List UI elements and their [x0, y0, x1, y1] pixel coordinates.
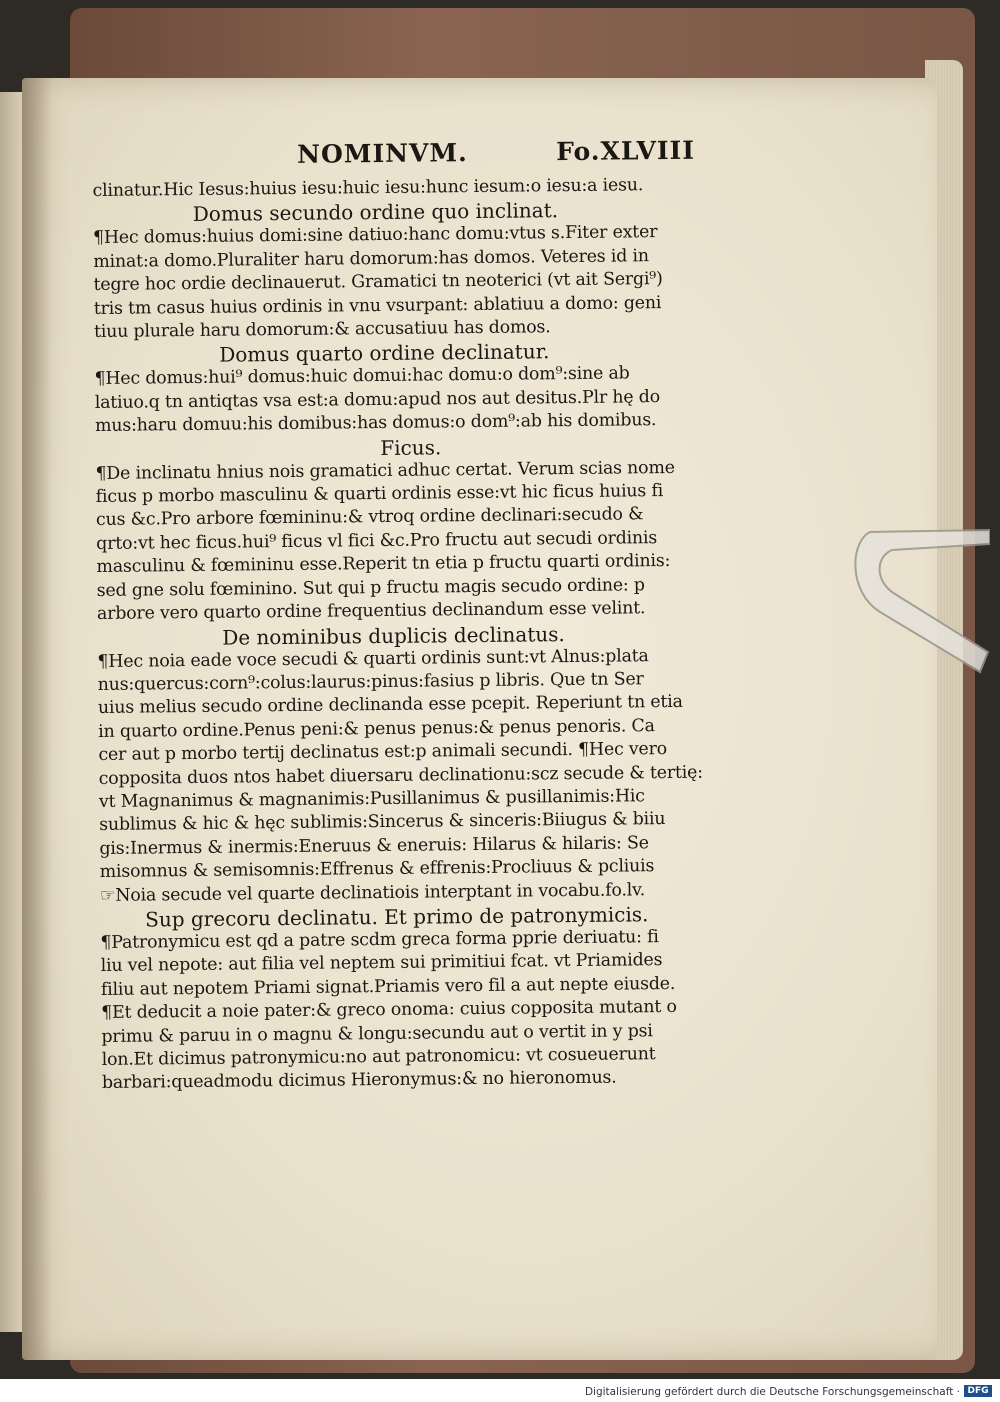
text-line: vt Magnanimus & magnanimis:Pusillanimus & pusillanimis:Hic: [98, 786, 645, 812]
text-line: tris tm casus huius ordinis in vnu vsurpant: ablatiuu a domo: geni: [93, 292, 662, 319]
text-line: latiuo.q tn antiqtas vsa est:a domu:apud nos aut desitus.Plr hę do: [94, 386, 661, 413]
text-line: ¶De inclinatu hnius nois gramatici adhuc certat. Verum scias nome: [95, 457, 675, 484]
text-line: ficus p morbo masculinu & quarti ordinis esse:vt hic ficus huius fi: [95, 481, 664, 508]
text-line: mus:haru domuu:his domibus:has domus:o dom⁹:ab his domibus.: [94, 410, 657, 437]
page-clip-icon: [850, 522, 990, 682]
section-heading: Domus secundo ordine quo inclinat.: [192, 198, 559, 227]
text-line: ¶Hec domus:hui⁹ domus:huic domui:hac domu:o dom⁹:sine ab: [94, 363, 630, 390]
text-line: gis:Inermus & inermis:Eneruus & eneruis: Hilarus & hilaris: Se: [99, 832, 649, 859]
section-heading: De nominibus duplicis declinatus.: [222, 621, 565, 650]
text-line: ¶Et deducit a noie pater:& greco onoma: cuius copposita mutant o: [101, 997, 677, 1024]
text-line: tiuu plurale haru domorum:& accusatiuu has domos.: [93, 317, 551, 343]
text-line: nus:quercus:corn⁹:colus:laurus:pinus:fasius p libris. Que tn Ser: [97, 669, 644, 695]
section-heading: Ficus.: [380, 435, 442, 460]
text-line: in quarto ordine.Penus peni:& penus penus:& penus penoris. Ca: [98, 715, 655, 742]
text-line: ¶Patronymicu est qd a patre scdm greca forma pprie deriuatu: fi: [100, 927, 659, 953]
section-heading: Domus quarto ordine declinatur.: [219, 339, 550, 368]
text-line: arbore vero quarto ordine frequentius declinandum esse velint.: [96, 598, 646, 625]
body-text: [92, 173, 752, 1096]
text-line: primu & paruu in o magnu & longu:secundu aut o vertit in y psi: [101, 1020, 653, 1047]
folio-number: Fo.XLVIII: [556, 135, 696, 167]
text-line: filiu aut nepotem Priami signat.Priamis vero fil a aut nepte eiusde.: [100, 973, 676, 1000]
text-line: cer aut p morbo tertij declinatus est:p animali secundi. ¶Hec vero: [98, 739, 668, 766]
text-line: clinatur.Hic Iesus:huius iesu:huic iesu:hunc iesum:o iesu:a iesu.: [92, 175, 644, 201]
text-line: sed gne solu fœminino. Sut qui p fructu magis secudo ordine: p: [96, 574, 645, 601]
running-head-title: NOMINVM.: [297, 138, 468, 169]
text-line: tegre hoc ordie declinauerut. Gramatici tn neoterici (vt ait Sergi⁹): [93, 269, 663, 296]
text-line: ☞Noia secude vel quarte declinatiois interptant in vocabu.fo.lv.: [99, 879, 646, 906]
text-line: uius melius secudo ordine declinanda esse pcepit. Reperiunt tn etia: [97, 692, 683, 719]
dfg-logo: DFG: [964, 1385, 992, 1397]
text-line: copposita duos ntos habet diuersaru declinationu:scz secude & tertię:: [98, 762, 703, 789]
digitization-credit: Digitalisierung gefördert durch die Deutsche Forschungsgemeinschaft ·: [584, 1386, 960, 1398]
text-line: misomnus & semisomnis:Effrenus & effrenis:Procliuus & pcliuis: [99, 856, 655, 883]
text-line: lon.Et dicimus patronymicu:no aut patronomicu: vt cosueuerunt: [101, 1044, 656, 1070]
page-gutter-shadow: [22, 78, 52, 1360]
text-line: barbari:queadmodu dicimus Hieronymus:& no hieronomus.: [101, 1067, 617, 1094]
text-line: qrto:vt hec ficus.hui⁹ ficus vl fici &c.Pro fructu aut secudi ordinis: [96, 527, 658, 554]
text-line: sublimus & hic & hęc sublimis:Sincerus & sinceris:Biiugus & biiu: [99, 809, 666, 836]
section-heading: Sup grecoru declinatu. Et primo de patronymicis.: [145, 902, 649, 932]
text-line: ¶Hec noia eade voce secudi & quarti ordinis sunt:vt Alnus:plata: [97, 645, 649, 672]
text-line: minat:a domo.Pluraliter haru domorum:has domos. Veteres id in: [93, 245, 649, 272]
running-head: [92, 131, 742, 180]
text-line: ¶Hec domus:huius domi:sine datiuo:hanc domu:vtus s.Fiter exter: [92, 222, 658, 249]
text-line: masculinu & fœmininu esse.Reperit tn etia p fructu quarti ordinis:: [96, 551, 671, 578]
text-line: liu vel nepote: aut filia vel neptem sui primitiui fcat. vt Priamides: [100, 950, 663, 977]
text-line: cus &c.Pro arbore fœmininu:& vtroq ordine declinari:secudo &: [95, 504, 644, 531]
printed-text-block: [92, 131, 752, 1096]
